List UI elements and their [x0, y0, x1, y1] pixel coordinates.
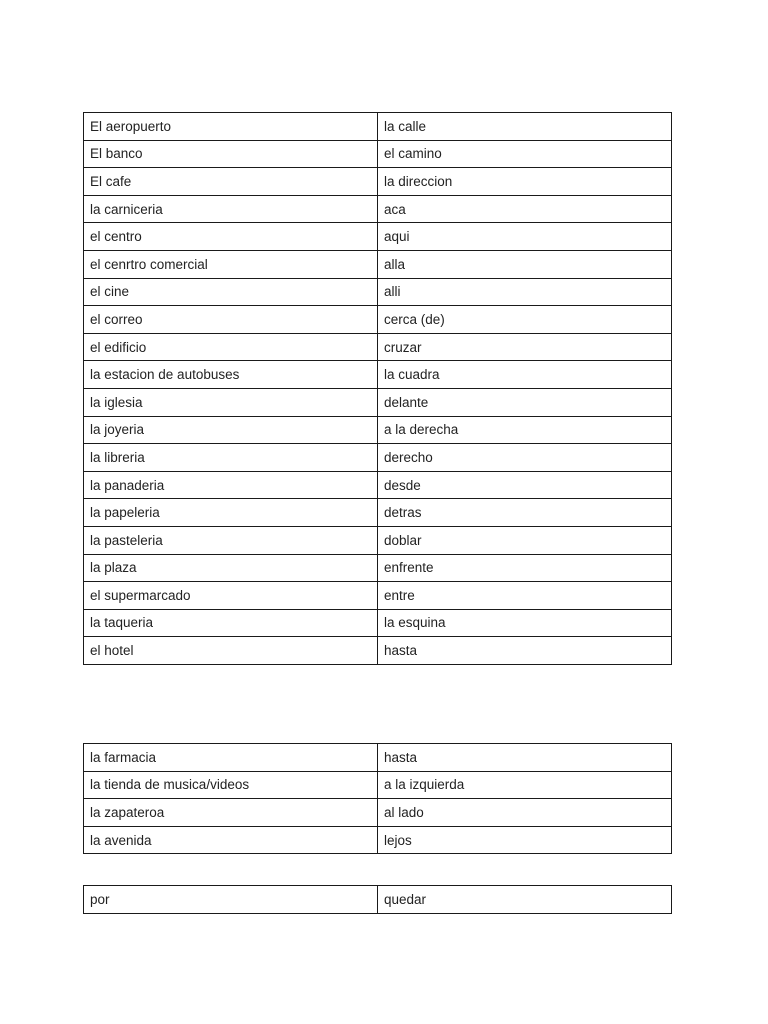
direction-term-cell: derecho	[378, 444, 672, 472]
table-row	[84, 388, 672, 416]
place-term-cell: la avenida	[84, 826, 378, 854]
place-term-cell: el cenrtro comercial	[84, 250, 378, 278]
place-term-cell: El cafe	[84, 168, 378, 196]
direction-term-cell: entre	[378, 582, 672, 610]
vocab-table-2	[83, 743, 672, 854]
table-row	[84, 113, 672, 141]
place-term-cell: la plaza	[84, 554, 378, 582]
place-term-cell: la taqueria	[84, 609, 378, 637]
direction-term-cell: la esquina	[378, 609, 672, 637]
place-term-cell: la tienda de musica/videos	[84, 771, 378, 799]
direction-term-cell: la calle	[378, 113, 672, 141]
table-row	[84, 278, 672, 306]
direction-term-cell: el camino	[378, 140, 672, 168]
direction-term-cell: aca	[378, 195, 672, 223]
table-row	[84, 609, 672, 637]
table-row	[84, 471, 672, 499]
place-term-cell: el cine	[84, 278, 378, 306]
table-row	[84, 250, 672, 278]
place-term-cell: el hotel	[84, 637, 378, 665]
direction-term-cell: quedar	[378, 886, 672, 914]
table-row	[84, 744, 672, 772]
direction-term-cell: al lado	[378, 799, 672, 827]
direction-term-cell: doblar	[378, 526, 672, 554]
table-row	[84, 306, 672, 334]
place-term-cell: la libreria	[84, 444, 378, 472]
table-row	[84, 361, 672, 389]
place-term-cell: la iglesia	[84, 388, 378, 416]
table-row	[84, 771, 672, 799]
table-row	[84, 526, 672, 554]
direction-term-cell: alli	[378, 278, 672, 306]
place-term-cell: el centro	[84, 223, 378, 251]
direction-term-cell: lejos	[378, 826, 672, 854]
direction-term-cell: a la derecha	[378, 416, 672, 444]
table-row	[84, 416, 672, 444]
direction-term-cell: cerca (de)	[378, 306, 672, 334]
place-term-cell: la joyeria	[84, 416, 378, 444]
place-term-cell: la zapateroa	[84, 799, 378, 827]
table-row	[84, 168, 672, 196]
table-row	[84, 333, 672, 361]
place-term-cell: el correo	[84, 306, 378, 334]
table-row	[84, 886, 672, 914]
direction-term-cell: hasta	[378, 637, 672, 665]
place-term-cell: El aeropuerto	[84, 113, 378, 141]
table-row	[84, 223, 672, 251]
direction-term-cell: enfrente	[378, 554, 672, 582]
table-row	[84, 444, 672, 472]
vocab-table-body	[84, 113, 672, 665]
direction-term-cell: hasta	[378, 744, 672, 772]
direction-term-cell: alla	[378, 250, 672, 278]
table-row	[84, 499, 672, 527]
vocab-table-3	[83, 885, 672, 914]
place-term-cell: por	[84, 886, 378, 914]
place-term-cell: el edificio	[84, 333, 378, 361]
place-term-cell: la papeleria	[84, 499, 378, 527]
direction-term-cell: a la izquierda	[378, 771, 672, 799]
place-term-cell: la panaderia	[84, 471, 378, 499]
vocab-table-1	[83, 112, 672, 665]
vocab-table-body	[84, 886, 672, 914]
place-term-cell: la estacion de autobuses	[84, 361, 378, 389]
direction-term-cell: cruzar	[378, 333, 672, 361]
vocab-table-body	[84, 744, 672, 854]
place-term-cell: El banco	[84, 140, 378, 168]
direction-term-cell: la cuadra	[378, 361, 672, 389]
table-row	[84, 637, 672, 665]
direction-term-cell: la direccion	[378, 168, 672, 196]
table-row	[84, 826, 672, 854]
direction-term-cell: delante	[378, 388, 672, 416]
direction-term-cell: desde	[378, 471, 672, 499]
table-row	[84, 582, 672, 610]
direction-term-cell: detras	[378, 499, 672, 527]
direction-term-cell: aqui	[378, 223, 672, 251]
table-row	[84, 140, 672, 168]
place-term-cell: la pasteleria	[84, 526, 378, 554]
place-term-cell: el supermarcado	[84, 582, 378, 610]
table-row	[84, 195, 672, 223]
place-term-cell: la farmacia	[84, 744, 378, 772]
table-row	[84, 554, 672, 582]
table-row	[84, 799, 672, 827]
place-term-cell: la carniceria	[84, 195, 378, 223]
